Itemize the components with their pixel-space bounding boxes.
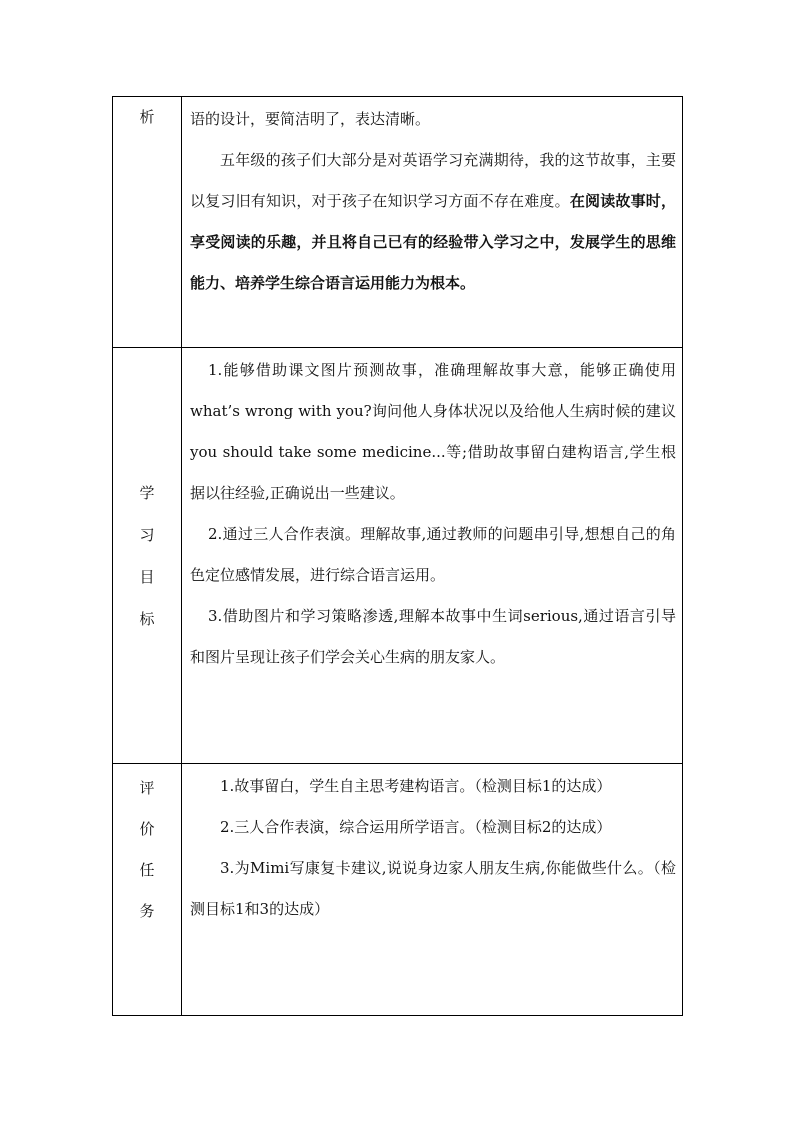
section-content-objectives (182, 348, 683, 764)
label-char: 析 (139, 108, 155, 126)
label-char: 价 (139, 820, 155, 838)
table-row (113, 97, 683, 348)
label-char: 评 (139, 779, 155, 797)
section-label-objectives (113, 348, 182, 764)
paragraph (190, 140, 676, 304)
label-char: 目 (139, 567, 155, 586)
paragraph (190, 596, 676, 678)
section-label-analysis (113, 97, 182, 348)
paragraph (190, 848, 676, 930)
vertical-label (113, 764, 181, 1019)
text-segment: 五年级的孩子们大部分是对英语学习充满期待，我的这节故事，主要以复习旧有知识，对于孩子在知识学习方面不存在难度。 (190, 151, 676, 210)
text-segment: 2.三人合作表演，综合运用所学语言。（检测目标2的达成） (220, 818, 612, 836)
section-label-assessment (113, 764, 182, 1016)
text-segment: 1.能够借助课文图片预测故事，准确理解故事大意，能够正确使用what’s wrong with you?询问他人身体状况以及给他人生病时候的建议you should take some medicine...等;借助故事留白建构语言,学生根据以往经验,正确说出一些建议。 (190, 361, 676, 502)
text-segment: 语的设计，要简洁明了，表达清晰。 (190, 110, 431, 128)
label-char: 学 (139, 483, 155, 502)
paragraph (190, 514, 676, 596)
section-content-assessment (182, 764, 683, 1016)
paragraph (190, 350, 676, 514)
text-segment: 1.故事留白，学生自主思考建构语言。（检测目标1的达成） (220, 777, 612, 795)
label-char: 务 (139, 902, 155, 920)
paragraph (190, 766, 676, 807)
section-content-analysis (182, 97, 683, 348)
text-segment: 3.借助图片和学习策略渗透,理解本故事中生词serious,通过语言引导和图片呈现让孩子们学会关心生病的朋友家人。 (190, 607, 676, 666)
text-segment: 3.为Mimi写康复卡建议,说说身边家人朋友生病,你能做些什么。（检测目标1和3的达成） (190, 859, 676, 918)
text-segment: 2.通过三人合作表演。理解故事,通过教师的问题串引导,想想自己的角色定位感情发展，进行综合语言运用。 (190, 525, 676, 584)
paragraph (190, 807, 676, 848)
paragraph (190, 99, 676, 140)
table-row (113, 348, 683, 764)
vertical-label (113, 348, 181, 763)
label-char: 习 (139, 525, 155, 544)
table-row (113, 764, 683, 1016)
label-char: 标 (139, 609, 155, 628)
label-char: 任 (139, 861, 155, 879)
lesson-plan-table (112, 96, 683, 1016)
text-segment-bold: 在阅读故事时，享受阅读的乐趣，并且将自己已有的经验带入学习之中，发展学生的思维能力、培养学生综合语言运用能力为根本。 (190, 192, 676, 292)
